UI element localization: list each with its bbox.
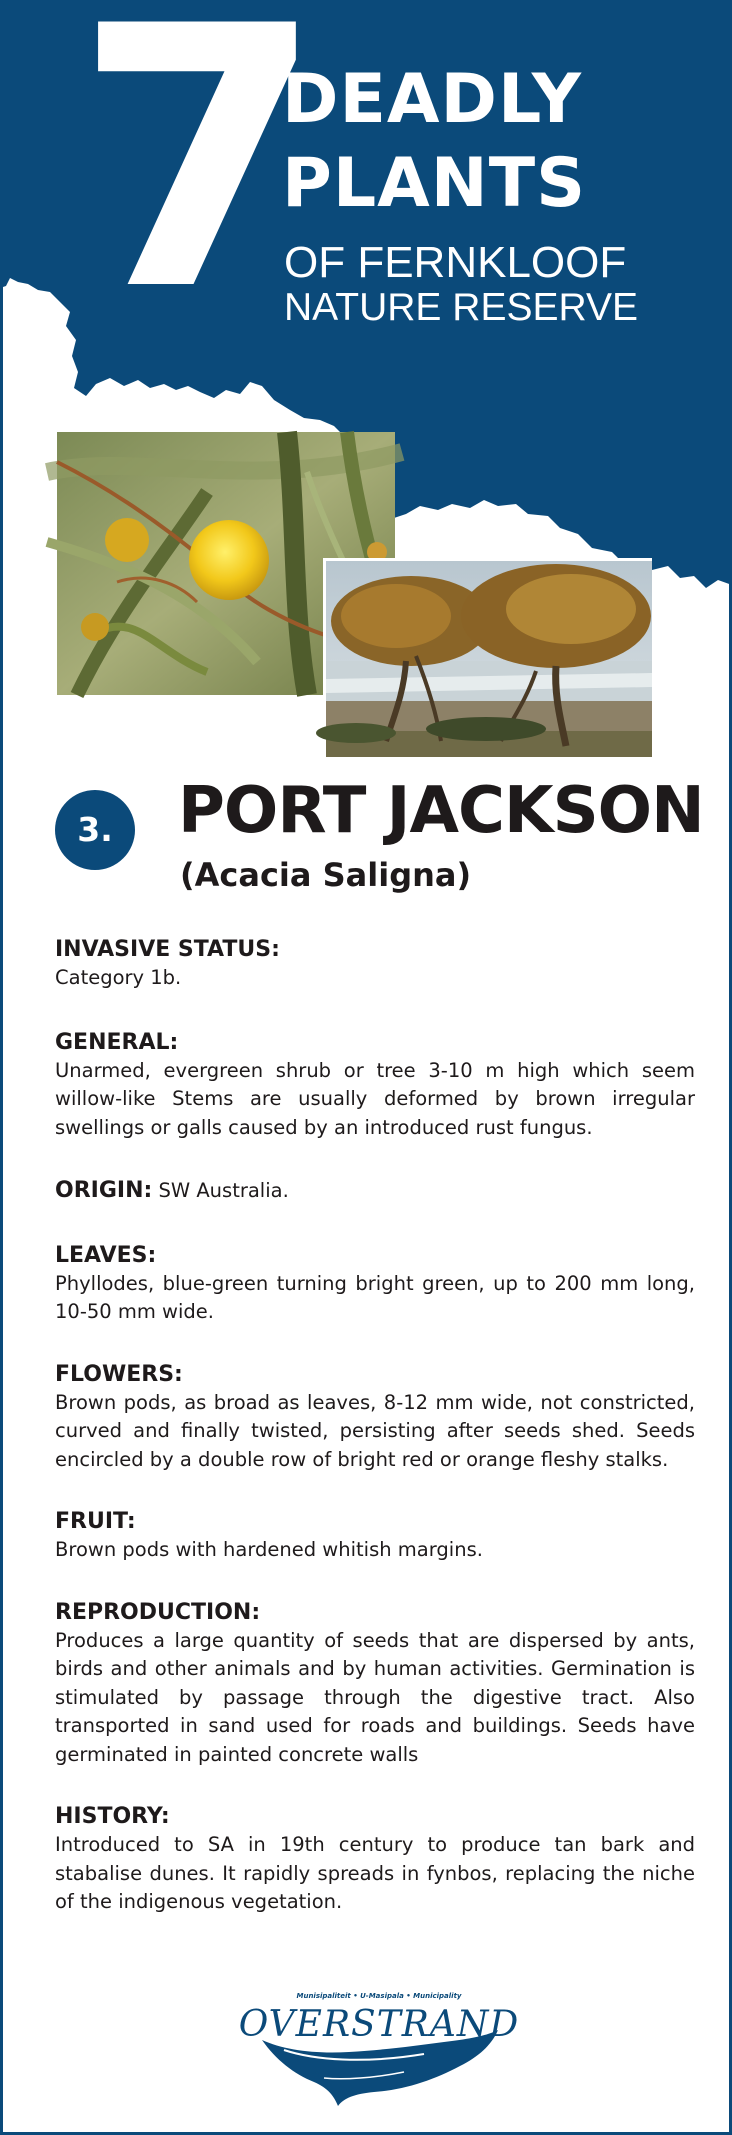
general-heading: GENERAL: — [55, 1029, 179, 1055]
plant-number-badge — [55, 790, 135, 870]
plant-details — [55, 936, 695, 1917]
leaves-heading: LEAVES: — [55, 1242, 157, 1268]
origin-body: SW Australia. — [158, 1179, 289, 1202]
origin-heading: ORIGIN: — [55, 1178, 153, 1203]
title-line-plants: PLANTS — [282, 144, 587, 223]
title-line-deadly: DEADLY — [282, 60, 582, 139]
fruit-body: Brown pods with hardened whitish margins. — [55, 1538, 483, 1561]
section-invasive-status — [55, 936, 695, 993]
section-flowers — [55, 1361, 695, 1475]
flowers-heading: FLOWERS: — [55, 1361, 183, 1387]
logo-tagline: Munisipaliteit • U-Masipala • Municipality — [296, 1992, 462, 2000]
logo-name: OVERSTRAND — [238, 2004, 520, 2045]
section-leaves — [55, 1242, 695, 1327]
invasive-status-heading: INVASIVE STATUS: — [55, 937, 280, 962]
poster-number: 7 — [74, 0, 315, 369]
fruit-heading: FRUIT: — [55, 1509, 136, 1534]
subtitle-line-nature-reserve: NATURE RESERVE — [284, 286, 638, 329]
acacia-tree-photo — [323, 558, 652, 757]
invasive-status-body: Category 1b. — [55, 966, 182, 989]
history-body: Introduced to SA in 19th century to produce tan bark and stabalise dunes. It rapidly spreads in fynbos, replacing the niche of the indigenous vegetation. — [55, 1833, 695, 1913]
reproduction-heading: REPRODUCTION: — [55, 1599, 261, 1625]
plant-number: 3. — [77, 810, 113, 849]
plant-latin-name: (Acacia Saligna) — [180, 856, 472, 894]
leaves-body: Phyllodes, blue-green turning bright green, up to 200 mm long, 10-50 mm wide. — [55, 1271, 695, 1323]
subtitle-line-fernkloof: OF FERNKLOOF — [284, 238, 627, 287]
history-heading: HISTORY: — [55, 1804, 170, 1829]
plant-name: PORT JACKSON — [178, 774, 704, 848]
section-history — [55, 1803, 695, 1917]
flowers-body: Brown pods, as broad as leaves, 8-12 mm wide, not constricted, curved and finally twisted, persisting after seeds shed. Seeds encircled by a double row of bright red or orange fleshy stalks. — [55, 1390, 695, 1471]
section-general — [55, 1029, 695, 1143]
section-origin — [55, 1177, 695, 1206]
reproduction-body: Produces a large quantity of seeds that are dispersed by ants, birds and other animals and by human activities. Germination is stimulated by passage through the digestive tract. Also transported in sand used for roads and buildings. Seeds have germinated in painted concrete walls — [55, 1628, 695, 1766]
overstrand-logo — [238, 1988, 520, 2108]
section-reproduction — [55, 1599, 695, 1770]
section-fruit — [55, 1508, 695, 1565]
general-body: Unarmed, evergreen shrub or tree 3-10 m high which seem willow-like Stems are usually deformed by brown irregular swellings or galls caused by an introduced rust fungus. — [55, 1058, 695, 1139]
